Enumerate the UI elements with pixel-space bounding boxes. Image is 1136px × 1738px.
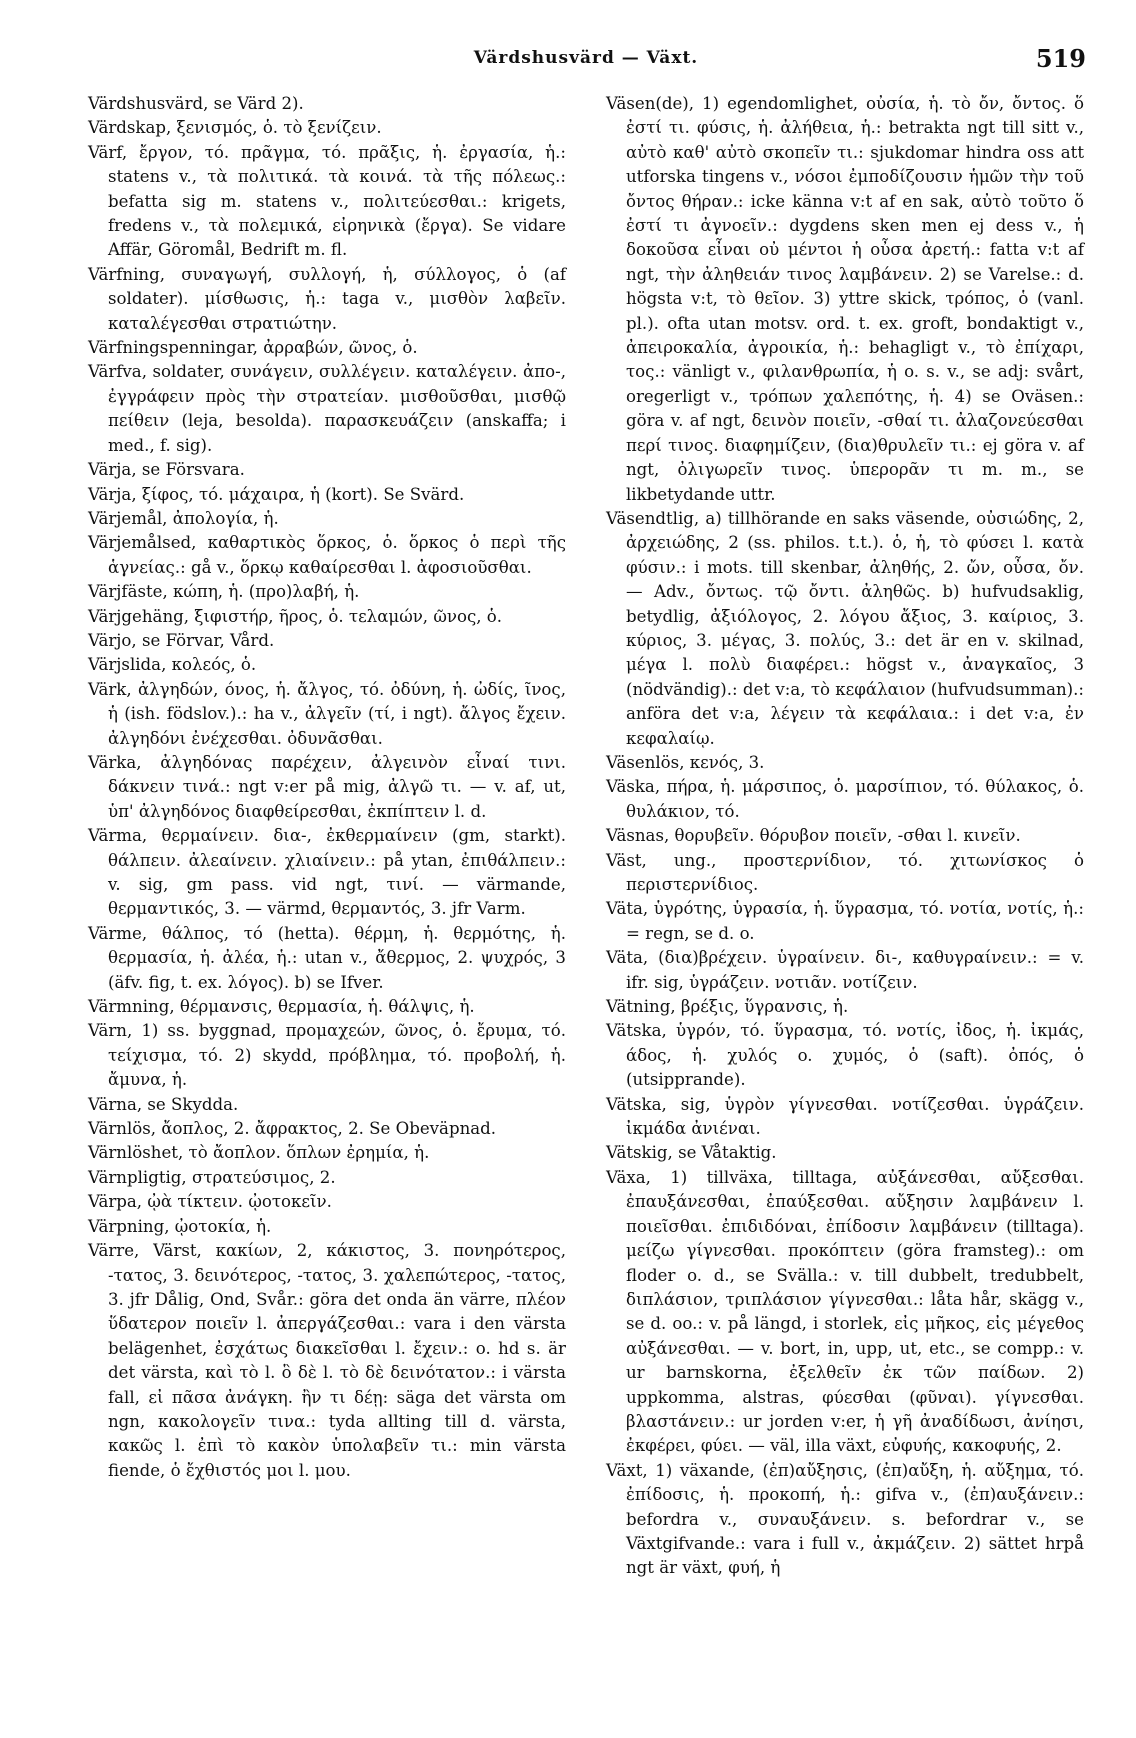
page-header — [86, 44, 1086, 84]
dictionary-entry: Värjfäste, κώπη, ἡ. (προ)λαβή, ἡ. — [88, 582, 360, 602]
dictionary-entry: Värnlöshet, τὸ ἄοπλον. ὅπλων ἐρημία, ἡ. — [88, 1143, 430, 1163]
dictionary-entry: Värma, θερμαίνειν. δια-, ἐκθερμαίνειν (gm, starkt). θάλπειν. ἀλεαίνειν. χλιαίνειν.: på ytan, ἐπιθάλπειν.: v. sig, gm pass. vid ngt, τινί. — värmande, θερμαντικός, 3. — värmd, θερμαντός, 3. jfr Varm. — [88, 826, 566, 919]
dictionary-entry: Växa, 1) tillväxa, tilltaga, αὐξάνεσθαι, αὔξεσθαι. ἐπαυξάνεσθαι, ἐπαύξεσθαι. αὔξησιν λαμβάνειν l. ποιεῖσθαι. ἐπιδιδόναι, ἐπίδοσιν λαμβάνειν (tilltaga). μείζω γίγνεσθαι. προκόπτειν (göra framsteg).: om floder o. d., se Svälla.: v. till dubbelt, tredubbelt, διπλάσιον, τριπλάσιον γίγνεσθαι.: låta hår, skägg v., se d. oo.: v. på längd, i storlek, εἰς μῆκος, εἰς μέγεθος αὐξάνεσθαι. — v. bort, in, upp, ut, etc., se compp.: v. ur barnskorna, ἐξελθεῖν ἐκ τῶν παίδων. 2) uppkomma, alstras, φύεσθαι (φῦναι). γίγνεσθαι. βλαστάνειν.: ur jorden v:er, ἡ γῆ ἀναδίδωσι, ἀνίησι, ἐκφέρει, φύει. — väl, illa växt, εὐφυής, κακοφυής, 2. — [606, 1167, 1084, 1456]
dictionary-entry: Värfning, συναγωγή, συλλογή, ἡ, σύλλογος, ὁ (af soldater). μίσθωσις, ἡ.: taga v., μισθὸν λαβεῖν. καταλέγεσθαι στρατιώτην. — [88, 264, 566, 333]
dictionary-entry: Värdskap, ξενισμός, ὁ. τὸ ξενίζειν. — [88, 118, 382, 138]
dictionary-entry: Värja, ξίφος, τό. μάχαιρα, ἡ (kort). Se Svärd. — [88, 484, 465, 504]
dictionary-entry: Värpning, ᾠοτοκία, ἡ. — [88, 1216, 272, 1236]
dictionary-entry: Väsendtlig, a) tillhörande en saks väsende, οὐσιώδης, 2, ἀρχειώδης, 2 (ss. philos. t.t.). ὁ, ἡ, τὸ φύσει l. κατὰ φύσιν.: i mots. till skenbar, ἀληθής, 2. ὤν, οὖσα, ὄν. — Adv., ὄντως. τῷ ὄντι. ἀληθῶς. b) hufvudsaklig, betydlig, ἀξιόλογος, 2. λόγου ἄξιος, 3. καίριος, 3. κύριος, 3. μέγας, 3. πολύς, 3.: det är en v. skilnad, μέγα l. πολὺ διαφέρει.: högst v., ἀναγκαῖος, 3 (nödvändig).: det v:a, τὸ κεφάλαιον (hufvudsumman).: anföra det v:a, λέγειν τὰ κεφάλαια.: i det v:a, ἐν κεφαλαίῳ. — [606, 508, 1084, 748]
dictionary-entry: Växt, 1) växande, (ἐπ)αὔξησις, (ἐπ)αὔξη, ἡ. αὔξημα, τό. ἐπίδοσις, ἡ. προκοπή, ἡ.: gifva v., (ἐπ)αυξάνειν.: befordra v., συναυξάνειν. s. befordrar v., se Växtgifvande.: vara i full v., ἀκμάζειν. 2) sättet hrpå ngt är växt, φυή, ἡ — [606, 1460, 1084, 1578]
dictionary-entry: Väta, (δια)βρέχειν. ὑγραίνειν. δι-, καθυγραίνειν.: = v. ifr. sig, ὑγράζειν. νοτιᾶν. νοτίζειν. — [606, 948, 1084, 992]
left-column — [88, 92, 566, 1483]
dictionary-entry: Värme, θάλπος, τό (hetta). θέρμη, ἡ. θερμότης, ἡ. θερμασία, ἡ. ἀλέα, ἡ.: utan v., ἄθερμος, 2. ψυχρός, 3 (äfv. fig, t. ex. λόγος). b) se Ifver. — [88, 923, 566, 992]
dictionary-entry: Värjemålsed, καθαρτικὸς ὅρκος, ὁ. ὅρκος ὁ περὶ τῆς ἁγνείας.: gå v., ὅρκῳ καθαίρεσθαι l. ἀφοσιοῦσθαι. — [88, 533, 566, 577]
dictionary-entry: Väska, πήρα, ἡ. μάρσιπος, ὁ. μαρσίπιον, τό. θύλακος, ὁ. θυλάκιον, τό. — [606, 777, 1084, 821]
dictionary-entry: Värfningspenningar, ἀρραβών, ῶνος, ὁ. — [88, 338, 418, 358]
dictionary-entry: Väsen(de), 1) egendomlighet, οὐσία, ἡ. τὸ ὄν, ὄντος. ὅ ἐστί τι. φύσις, ἡ. ἀλήθεια, ἡ.: betrakta ngt till sitt v., αὐτὸ καθ' αὐτὸ σκοπεῖν τι.: sjukdomar hindra oss att utforska tingens v., νόσοι ἐμποδίζουσιν ἡμῶν τὴν τοῦ ὄντος θήραν.: icke känna v:t af en sak, αὐτὸ τοῦτο ὅ ἐστί τι ἀγνοεῖν.: dygdens sken men ej dess v., ἡ δοκοῦσα εἶναι οὐ μέντοι ἡ οὖσα ἀρετή.: fatta v:t af ngt, τὴν ἀληθειάν τινος λαμβάνειν. 2) se Varelse.: d. högsta v:t, τὸ θεῖον. 3) yttre skick, τρόπος, ὁ (vanl. pl.). ofta utan motsv. ord. t. ex. groft, bondaktigt v., ἀπειροκαλία, ἀγροικία, ἡ.: behagligt v., τὸ ἐπίχαρι, τος.: vänligt v., φιλανθρωπία, ἡ o. s. v., se adj: svårt, oregerligt v., τρόπων χαλεπότης, ἡ. 4) se Oväsen.: göra v. af ngt, δεινὸν ποιεῖν, -σθαί τι. ἀλαζονεύεσθαι περί τινος. διαφημίζειν, (δια)θρυλεῖν τι.: ej göra v. af ngt, ὀλιγωρεῖν τινος. ὑπερορᾶν τι m. m., se likbetydande uttr. — [606, 94, 1084, 504]
running-head: Värdshusvärd — Växt. — [473, 48, 699, 68]
dictionary-entry: Värka, ἀλγηδόνας παρέχειν, ἀλγεινὸν εἶναί τινι. δάκνειν τινά.: ngt v:er på mig, ἀλγῶ τι. — v. af, ut, ὑπ' ἀλγηδόνος διαφθείρεσθαι, ἐκπίπτειν l. d. — [88, 752, 566, 821]
dictionary-entry: Väsnas, θορυβεῖν. θόρυβον ποιεῖν, -σθαι l. κινεῖν. — [606, 826, 1021, 846]
dictionary-entry: Värfva, soldater, συνάγειν, συλλέγειν. καταλέγειν. ἀπο-, ἐγγράφειν πρὸς τὴν στρατείαν. μισθοῦσθαι, μισθῷ πείθειν (leja, besolda). παρασκευάζειν (anskaffa; i med., f. sig). — [88, 362, 566, 455]
dictionary-entry: Värjo, se Förvar, Vård. — [88, 630, 275, 650]
dictionary-entry: Värnlös, ἄοπλος, 2. ἄφρακτος, 2. Se Obeväpnad. — [88, 1119, 497, 1139]
page-number: 519 — [1035, 44, 1086, 73]
dictionary-entry: Värnpligtig, στρατεύσιμος, 2. — [88, 1167, 336, 1187]
dictionary-entry: Värna, se Skydda. — [88, 1094, 239, 1114]
dictionary-entry: Värre, Värst, κακίων, 2, κάκιστος, 3. πονηρότερος, -τατος, 3. δεινότερος, -τατος, 3. χαλεπώτερος, -τατος, 3. jfr Dålig, Ond, Svår.: göra det onda än värre, πλέον ὕδατερον ποιεῖν l. ἀπεργάζεσθαι.: vara i den värsta belägenhet, ἐσχάτως διακεῖσθαι l. ἔχειν.: o. hd s. är det värsta, καὶ τὸ l. ὃ δὲ l. τὸ δὲ δεινότατον.: i värsta fall, εἰ πᾶσα ἀνάγκη. ἢν τι δέῃ: säga det värsta om ngn, κακολογεῖν τινα.: tyda allting till d. värsta, κακῶς l. ἐπὶ τὸ κακὸν ὑπολαβεῖν τι.: min värsta fiende, ὁ ἔχθιστός μοι l. μου. — [88, 1241, 566, 1480]
right-column — [606, 92, 1084, 1581]
dictionary-entry: Värja, se Försvara. — [88, 460, 245, 480]
dictionary-entry: Väsenlös, κενός, 3. — [606, 752, 765, 772]
dictionary-entry: Värdshusvärd, se Värd 2). — [88, 94, 304, 113]
dictionary-entry: Värk, ἀλγηδών, όνος, ἡ. ἄλγος, τό. ὀδύνη, ἡ. ὠδίς, ῖνος, ἡ (ish. födslov.).: ha v., ἀλγεῖν (τί, i ngt). ἄλγος ἔχειν. ἀλγηδόνι ἐνέχεσθαι. ὀδυνᾶσθαι. — [88, 679, 566, 748]
dictionary-entry: Väst, ung., προστερνίδιον, τό. χιτωνίσκος ὁ περιστερνίδιος. — [606, 850, 1084, 894]
dictionary-entry: Värpa, ᾠὰ τίκτειν. ᾠοτοκεῖν. — [88, 1192, 332, 1212]
dictionary-entry: Värmning, θέρμανσις, θερμασία, ἡ. θάλψις, ἡ. — [88, 997, 475, 1017]
dictionary-entry: Väta, ὑγρότης, ὑγρασία, ἡ. ὕγρασμα, τό. νοτία, νοτίς, ἡ.: = regn, se d. o. — [606, 899, 1084, 943]
dictionary-entry: Vätska, sig, ὑγρὸν γίγνεσθαι. νοτίζεσθαι. ὑγράζειν. ἰκμάδα ἀνιέναι. — [606, 1094, 1084, 1139]
dictionary-entry: Vätskig, se Våtaktig. — [606, 1143, 777, 1163]
dictionary-entry: Vätska, ὑγρόν, τό. ὕγρασμα, τό. νοτίς, ἰδος, ἡ. ἰκμάς, άδος, ἡ. χυλός o. χυμός, ὁ (saft). ὀπός, ὁ (utsipprande). — [606, 1021, 1084, 1090]
dictionary-entry: Värf, ἔργον, τό. πρᾶγμα, τό. πρᾶξις, ἡ. ἐργασία, ἡ.: statens v., τὰ πολιτικά. τὰ κοινά. τὰ τῆς πόλεως.: befatta sig m. statens v., πολιτεύεσθαι.: krigets, fredens v., τὰ πολεμικά, εἰρηνικὰ (ἔργα). Se vidare Affär, Göromål, Bedrift m. fl. — [88, 142, 566, 260]
dictionary-entry: Värn, 1) ss. byggnad, προμαχεών, ῶνος, ὁ. ἔρυμα, τό. τείχισμα, τό. 2) skydd, πρόβλημα, τό. προβολή, ἡ. ἄμυνα, ἡ. — [88, 1021, 566, 1090]
dictionary-entry: Värjgehäng, ξιφιστήρ, ῆρος, ὁ. τελαμών, ῶνος, ὁ. — [88, 606, 503, 626]
dictionary-entry: Värjemål, ἀπολογία, ἡ. — [88, 508, 279, 528]
dictionary-entry: Vätning, βρέξις, ὕγρανσις, ἡ. — [606, 997, 849, 1017]
dictionary-entry: Värjslida, κολεός, ὁ. — [88, 655, 257, 675]
